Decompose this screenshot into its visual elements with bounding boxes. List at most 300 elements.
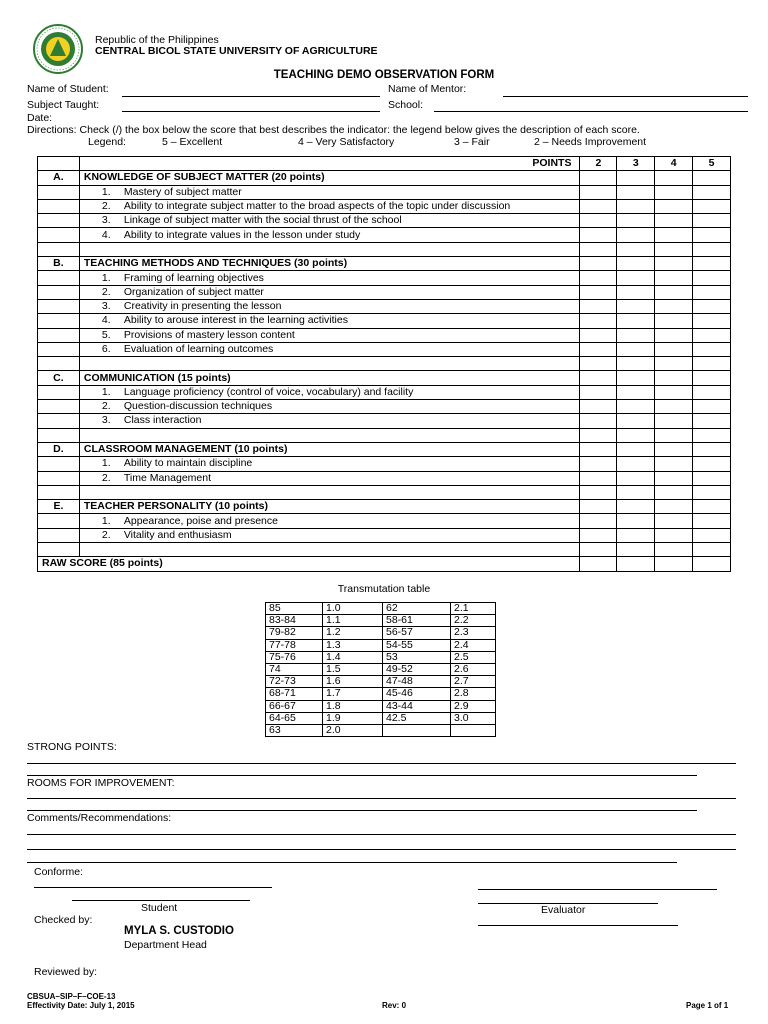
indicator-score-4-checkbox[interactable] xyxy=(655,514,693,528)
section-score-cell xyxy=(655,371,693,385)
indicator-cell xyxy=(79,199,580,213)
section-score-cell xyxy=(655,442,693,456)
spacer-row xyxy=(38,543,731,557)
points-header: POINTS xyxy=(79,157,580,171)
subject-label: Subject Taught: xyxy=(27,99,100,111)
indicator-score-5-checkbox[interactable] xyxy=(693,342,731,356)
indicator-score-3-checkbox[interactable] xyxy=(617,185,655,199)
country-label: Republic of the Philippines xyxy=(95,34,219,46)
spacer-cell xyxy=(617,428,655,442)
indicator-score-5-checkbox[interactable] xyxy=(693,214,731,228)
legend-item-5: 5 – Excellent xyxy=(162,136,223,148)
indicator-score-5-checkbox[interactable] xyxy=(693,457,731,471)
conforme-label: Conforme: xyxy=(34,866,84,878)
student-name-label: Name of Student: xyxy=(27,83,109,95)
indicator-score-4-checkbox[interactable] xyxy=(655,528,693,542)
indicator-score-2-checkbox[interactable] xyxy=(580,185,617,199)
transmutation-row xyxy=(266,603,496,615)
evaluation-table xyxy=(37,156,731,572)
score-col-header-3: 3 xyxy=(617,157,655,171)
spacer-cell xyxy=(617,485,655,499)
indicator-blank-cell xyxy=(38,314,80,328)
spacer-cell xyxy=(580,428,617,442)
section-score-cell xyxy=(693,171,731,185)
raw-score-label: RAW SCORE (85 points) xyxy=(38,557,580,571)
raw-score-range: 53 xyxy=(383,651,451,663)
indicator-score-2-checkbox[interactable] xyxy=(580,471,617,485)
section-score-cell xyxy=(655,500,693,514)
indicator-row xyxy=(38,400,731,414)
section-letter: E. xyxy=(38,500,80,514)
transmuted-grade: 1.9 xyxy=(323,712,383,724)
indicator-row xyxy=(38,185,731,199)
transmutation-row xyxy=(266,712,496,724)
evaluator-label: Evaluator xyxy=(541,904,586,916)
spacer-cell xyxy=(617,242,655,256)
transmuted-grade: 1.0 xyxy=(323,603,383,615)
transmuted-grade: 1.1 xyxy=(323,615,383,627)
spacer-cell xyxy=(655,357,693,371)
indicator-blank-cell xyxy=(38,214,80,228)
strong-points-line-1[interactable] xyxy=(27,763,736,764)
spacer-cell xyxy=(580,543,617,557)
section-score-cell xyxy=(580,171,617,185)
transmuted-grade xyxy=(451,724,496,736)
indicator-score-2-checkbox[interactable] xyxy=(580,342,617,356)
spacer-cell xyxy=(693,543,731,557)
raw-score-row xyxy=(38,557,731,571)
spacer-cell xyxy=(79,428,580,442)
spacer-cell xyxy=(655,543,693,557)
indicator-blank-cell xyxy=(38,185,80,199)
score-col-header-2: 2 xyxy=(580,157,617,171)
spacer-cell xyxy=(79,543,580,557)
indicator-score-4-checkbox[interactable] xyxy=(655,400,693,414)
legend-item-4: 4 – Very Satisfactory xyxy=(298,136,395,148)
indicator-score-5-checkbox[interactable] xyxy=(693,471,731,485)
indicator-row xyxy=(38,457,731,471)
raw-score-3-cell[interactable] xyxy=(617,557,655,571)
improvement-line-1[interactable] xyxy=(27,798,736,799)
indicator-score-3-checkbox[interactable] xyxy=(617,342,655,356)
indicator-number: 1. xyxy=(101,514,111,527)
indicator-cell xyxy=(79,185,580,199)
evaluator-extra-line[interactable] xyxy=(478,925,678,926)
indicator-text: Ability to arouse interest in the learning activities xyxy=(123,314,348,327)
indicator-score-2-checkbox[interactable] xyxy=(580,457,617,471)
indicator-cell xyxy=(79,385,580,399)
indicator-blank-cell xyxy=(38,199,80,213)
transmutation-table xyxy=(265,602,496,737)
indicator-score-4-checkbox[interactable] xyxy=(655,199,693,213)
indicator-score-3-checkbox[interactable] xyxy=(617,471,655,485)
header-blank-cell xyxy=(38,157,80,171)
indicator-score-3-checkbox[interactable] xyxy=(617,271,655,285)
section-letter: D. xyxy=(38,442,80,456)
indicator-score-2-checkbox[interactable] xyxy=(580,314,617,328)
raw-score-range: 79-82 xyxy=(266,627,323,639)
indicator-score-4-checkbox[interactable] xyxy=(655,271,693,285)
section-title: KNOWLEDGE OF SUBJECT MATTER (20 points) xyxy=(79,171,580,185)
comments-line-1[interactable] xyxy=(27,834,736,835)
spacer-row xyxy=(38,485,731,499)
department-head-name: MYLA S. CUSTODIO xyxy=(124,925,234,937)
indicator-cell xyxy=(79,342,580,356)
indicator-cell xyxy=(79,414,580,428)
indicator-row xyxy=(38,271,731,285)
indicator-text: Question-discussion techniques xyxy=(123,400,273,413)
spacer-cell xyxy=(693,242,731,256)
raw-score-range: 45-46 xyxy=(383,688,451,700)
indicator-score-3-checkbox[interactable] xyxy=(617,214,655,228)
score-col-header-4: 4 xyxy=(655,157,693,171)
indicator-score-3-checkbox[interactable] xyxy=(617,314,655,328)
indicator-blank-cell xyxy=(38,342,80,356)
indicator-score-4-checkbox[interactable] xyxy=(655,285,693,299)
date-label: Date: xyxy=(27,112,53,124)
checked-by-label: Checked by: xyxy=(34,914,93,926)
school-field[interactable] xyxy=(434,111,748,112)
section-title: TEACHING METHODS AND TECHNIQUES (30 points) xyxy=(79,257,580,271)
spacer-cell xyxy=(617,357,655,371)
section-row xyxy=(38,371,731,385)
indicator-blank-cell xyxy=(38,228,80,242)
raw-score-range xyxy=(383,724,451,736)
indicator-score-5-checkbox[interactable] xyxy=(693,285,731,299)
indicator-row xyxy=(38,314,731,328)
indicator-cell xyxy=(79,214,580,228)
indicator-score-3-checkbox[interactable] xyxy=(617,528,655,542)
transmuted-grade: 2.7 xyxy=(451,676,496,688)
transmutation-row xyxy=(266,676,496,688)
indicator-score-5-checkbox[interactable] xyxy=(693,514,731,528)
indicator-text: Organization of subject matter xyxy=(123,285,264,298)
indicator-row xyxy=(38,228,731,242)
evaluator-signature-line[interactable] xyxy=(478,889,717,890)
improvement-label: ROOMS FOR IMPROVEMENT: xyxy=(27,777,175,789)
section-score-cell xyxy=(617,442,655,456)
indicator-score-2-checkbox[interactable] xyxy=(580,400,617,414)
indicator-number: 3. xyxy=(101,214,111,227)
student-signature-line[interactable] xyxy=(34,887,272,888)
indicator-blank-cell xyxy=(38,414,80,428)
indicator-score-2-checkbox[interactable] xyxy=(580,299,617,313)
spacer-row xyxy=(38,357,731,371)
strong-points-line-2[interactable] xyxy=(27,775,697,776)
transmutation-row xyxy=(266,724,496,736)
spacer-cell xyxy=(655,242,693,256)
transmuted-grade: 2.0 xyxy=(323,724,383,736)
indicator-row xyxy=(38,342,731,356)
indicator-score-4-checkbox[interactable] xyxy=(655,414,693,428)
indicator-text: Evaluation of learning outcomes xyxy=(123,343,274,355)
raw-score-range: 54-55 xyxy=(383,639,451,651)
indicator-score-3-checkbox[interactable] xyxy=(617,199,655,213)
transmuted-grade: 2.2 xyxy=(451,615,496,627)
student-name-field[interactable] xyxy=(122,96,380,97)
raw-score-range: 62 xyxy=(383,603,451,615)
spacer-cell xyxy=(38,428,80,442)
transmuted-grade: 2.6 xyxy=(451,663,496,675)
transmuted-grade: 1.7 xyxy=(323,688,383,700)
indicator-row xyxy=(38,471,731,485)
indicator-row xyxy=(38,199,731,213)
indicator-text: Provisions of mastery lesson content xyxy=(123,328,295,341)
indicator-score-5-checkbox[interactable] xyxy=(693,328,731,342)
raw-score-range: 56-57 xyxy=(383,627,451,639)
subject-field[interactable] xyxy=(122,111,380,112)
indicator-score-2-checkbox[interactable] xyxy=(580,328,617,342)
student-label: Student xyxy=(141,902,178,914)
indicator-text: Ability to integrate values in the lesson under study xyxy=(123,228,361,241)
indicator-score-2-checkbox[interactable] xyxy=(580,199,617,213)
raw-score-range: 77-78 xyxy=(266,639,323,651)
indicator-cell xyxy=(79,285,580,299)
section-letter: C. xyxy=(38,371,80,385)
indicator-score-2-checkbox[interactable] xyxy=(580,528,617,542)
raw-score-range: 83-84 xyxy=(266,615,323,627)
indicator-score-4-checkbox[interactable] xyxy=(655,385,693,399)
indicator-number: 4. xyxy=(101,228,111,241)
spacer-cell xyxy=(693,485,731,499)
indicator-number: 1. xyxy=(101,185,111,198)
indicator-blank-cell xyxy=(38,471,80,485)
indicator-score-4-checkbox[interactable] xyxy=(655,314,693,328)
indicator-text: Appearance, poise and presence xyxy=(123,514,278,527)
legend-item-3: 3 – Fair xyxy=(454,136,490,148)
raw-score-range: 74 xyxy=(266,663,323,675)
indicator-number: 2. xyxy=(101,471,111,484)
transmutation-row xyxy=(266,627,496,639)
spacer-cell xyxy=(693,428,731,442)
spacer-cell xyxy=(79,357,580,371)
improvement-line-2[interactable] xyxy=(27,810,697,811)
comments-line-2[interactable] xyxy=(27,849,736,850)
indicator-score-3-checkbox[interactable] xyxy=(617,514,655,528)
comments-line-3[interactable] xyxy=(27,862,677,863)
transmuted-grade: 1.8 xyxy=(323,700,383,712)
university-seal-logo xyxy=(28,24,88,74)
spacer-cell xyxy=(580,485,617,499)
indicator-cell xyxy=(79,471,580,485)
indicator-row xyxy=(38,328,731,342)
legend-label: Legend: xyxy=(88,136,126,148)
form-code: CBSUA–SIP–F–COE-13 xyxy=(27,992,116,1001)
form-title: TEACHING DEMO OBSERVATION FORM xyxy=(273,69,495,81)
indicator-number: 3. xyxy=(101,300,111,313)
spacer-cell xyxy=(38,242,80,256)
indicator-row xyxy=(38,214,731,228)
section-score-cell xyxy=(580,500,617,514)
indicator-blank-cell xyxy=(38,457,80,471)
indicator-cell xyxy=(79,328,580,342)
indicator-number: 1. xyxy=(101,457,111,470)
section-score-cell xyxy=(693,500,731,514)
transmuted-grade: 2.5 xyxy=(451,651,496,663)
raw-score-4-cell[interactable] xyxy=(655,557,693,571)
indicator-score-4-checkbox[interactable] xyxy=(655,228,693,242)
spacer-cell xyxy=(580,357,617,371)
indicator-row xyxy=(38,299,731,313)
indicator-row xyxy=(38,414,731,428)
indicator-score-5-checkbox[interactable] xyxy=(693,228,731,242)
indicator-score-2-checkbox[interactable] xyxy=(580,214,617,228)
indicator-blank-cell xyxy=(38,299,80,313)
indicator-score-3-checkbox[interactable] xyxy=(617,400,655,414)
section-score-cell xyxy=(617,371,655,385)
section-letter: A. xyxy=(38,171,80,185)
indicator-number: 1. xyxy=(101,271,111,284)
section-row xyxy=(38,500,731,514)
section-score-cell xyxy=(580,371,617,385)
indicator-score-3-checkbox[interactable] xyxy=(617,414,655,428)
raw-score-range: 72-73 xyxy=(266,676,323,688)
section-score-cell xyxy=(693,257,731,271)
raw-score-range: 85 xyxy=(266,603,323,615)
indicator-text: Linkage of subject matter with the social thrust of the school xyxy=(123,214,402,227)
indicator-text: Ability to integrate subject matter to the broad aspects of the topic under discussion xyxy=(123,200,511,213)
indicator-number: 5. xyxy=(101,328,111,341)
indicator-row xyxy=(38,385,731,399)
indicator-text: Ability to maintain discipline xyxy=(123,457,253,470)
indicator-score-2-checkbox[interactable] xyxy=(580,385,617,399)
section-title: CLASSROOM MANAGEMENT (10 points) xyxy=(79,442,580,456)
section-row xyxy=(38,257,731,271)
indicator-score-4-checkbox[interactable] xyxy=(655,457,693,471)
university-name: CENTRAL BICOL STATE UNIVERSITY OF AGRICULTURE xyxy=(95,45,378,57)
indicator-score-5-checkbox[interactable] xyxy=(693,414,731,428)
indicator-blank-cell xyxy=(38,285,80,299)
indicator-score-5-checkbox[interactable] xyxy=(693,185,731,199)
legend-item-2: 2 – Needs Improvement xyxy=(534,136,647,148)
indicator-text: Mastery of subject matter xyxy=(123,185,242,198)
indicator-score-2-checkbox[interactable] xyxy=(580,514,617,528)
transmutation-row xyxy=(266,663,496,675)
spacer-cell xyxy=(79,242,580,256)
indicator-cell xyxy=(79,514,580,528)
indicator-score-2-checkbox[interactable] xyxy=(580,271,617,285)
transmutation-row xyxy=(266,651,496,663)
raw-score-2-cell[interactable] xyxy=(580,557,617,571)
indicator-score-4-checkbox[interactable] xyxy=(655,342,693,356)
raw-score-5-cell[interactable] xyxy=(693,557,731,571)
page-number: Page 1 of 1 xyxy=(686,1001,729,1010)
section-score-cell xyxy=(693,371,731,385)
comments-label: Comments/Recommendations: xyxy=(27,812,172,824)
indicator-text: Framing of learning objectives xyxy=(123,271,264,284)
spacer-cell xyxy=(38,543,80,557)
indicator-score-2-checkbox[interactable] xyxy=(580,285,617,299)
indicator-score-5-checkbox[interactable] xyxy=(693,400,731,414)
indicator-score-3-checkbox[interactable] xyxy=(617,328,655,342)
transmutation-row xyxy=(266,639,496,651)
indicator-score-4-checkbox[interactable] xyxy=(655,214,693,228)
indicator-row xyxy=(38,285,731,299)
indicator-number: 3. xyxy=(101,414,111,427)
transmuted-grade: 1.2 xyxy=(323,627,383,639)
spacer-cell xyxy=(617,543,655,557)
raw-score-range: 64-65 xyxy=(266,712,323,724)
indicator-cell xyxy=(79,400,580,414)
transmutation-row xyxy=(266,700,496,712)
indicator-cell xyxy=(79,299,580,313)
indicator-text: Class interaction xyxy=(123,414,202,427)
school-label: School: xyxy=(388,99,424,111)
indicator-score-2-checkbox[interactable] xyxy=(580,414,617,428)
indicator-score-3-checkbox[interactable] xyxy=(617,385,655,399)
raw-score-range: 42.5 xyxy=(383,712,451,724)
score-col-header-5: 5 xyxy=(693,157,731,171)
raw-score-range: 75-76 xyxy=(266,651,323,663)
spacer-cell xyxy=(38,357,80,371)
indicator-score-5-checkbox[interactable] xyxy=(693,271,731,285)
section-title: TEACHER PERSONALITY (10 points) xyxy=(79,500,580,514)
section-score-cell xyxy=(693,442,731,456)
indicator-score-4-checkbox[interactable] xyxy=(655,471,693,485)
indicator-cell xyxy=(79,228,580,242)
transmuted-grade: 1.3 xyxy=(323,639,383,651)
indicator-score-3-checkbox[interactable] xyxy=(617,299,655,313)
section-row xyxy=(38,442,731,456)
indicator-number: 1. xyxy=(101,385,111,398)
mentor-name-field[interactable] xyxy=(503,96,748,97)
indicator-number: 4. xyxy=(101,314,111,327)
raw-score-range: 58-61 xyxy=(383,615,451,627)
indicator-score-3-checkbox[interactable] xyxy=(617,285,655,299)
indicator-cell xyxy=(79,457,580,471)
table-header-row xyxy=(38,157,731,171)
indicator-blank-cell xyxy=(38,514,80,528)
indicator-row xyxy=(38,514,731,528)
spacer-cell xyxy=(693,357,731,371)
indicator-score-5-checkbox[interactable] xyxy=(693,314,731,328)
directions-text: Directions: Check (/) the box below the score that best describes the indicator: the legend below gives the description of each score. xyxy=(27,124,640,136)
indicator-blank-cell xyxy=(38,328,80,342)
raw-score-range: 68-71 xyxy=(266,688,323,700)
raw-score-range: 43-44 xyxy=(383,700,451,712)
indicator-score-5-checkbox[interactable] xyxy=(693,528,731,542)
indicator-score-2-checkbox[interactable] xyxy=(580,228,617,242)
indicator-score-3-checkbox[interactable] xyxy=(617,228,655,242)
transmuted-grade: 2.1 xyxy=(451,603,496,615)
transmuted-grade: 3.0 xyxy=(451,712,496,724)
indicator-score-4-checkbox[interactable] xyxy=(655,328,693,342)
indicator-text: Time Management xyxy=(123,471,212,484)
indicator-score-3-checkbox[interactable] xyxy=(617,457,655,471)
indicator-blank-cell xyxy=(38,528,80,542)
raw-score-range: 63 xyxy=(266,724,323,736)
indicator-cell xyxy=(79,271,580,285)
legend xyxy=(88,136,646,148)
transmutation-row xyxy=(266,615,496,627)
indicator-score-5-checkbox[interactable] xyxy=(693,199,731,213)
transmuted-grade: 1.4 xyxy=(323,651,383,663)
transmuted-grade: 1.5 xyxy=(323,663,383,675)
indicator-cell xyxy=(79,528,580,542)
student-signature-underline xyxy=(72,900,250,901)
raw-score-range: 49-52 xyxy=(383,663,451,675)
section-score-cell xyxy=(617,500,655,514)
indicator-score-4-checkbox[interactable] xyxy=(655,185,693,199)
indicator-score-5-checkbox[interactable] xyxy=(693,299,731,313)
indicator-row xyxy=(38,528,731,542)
spacer-cell xyxy=(655,485,693,499)
transmuted-grade: 2.4 xyxy=(451,639,496,651)
indicator-score-4-checkbox[interactable] xyxy=(655,299,693,313)
transmuted-grade: 2.8 xyxy=(451,688,496,700)
indicator-number: 2. xyxy=(101,400,111,413)
indicator-score-5-checkbox[interactable] xyxy=(693,385,731,399)
